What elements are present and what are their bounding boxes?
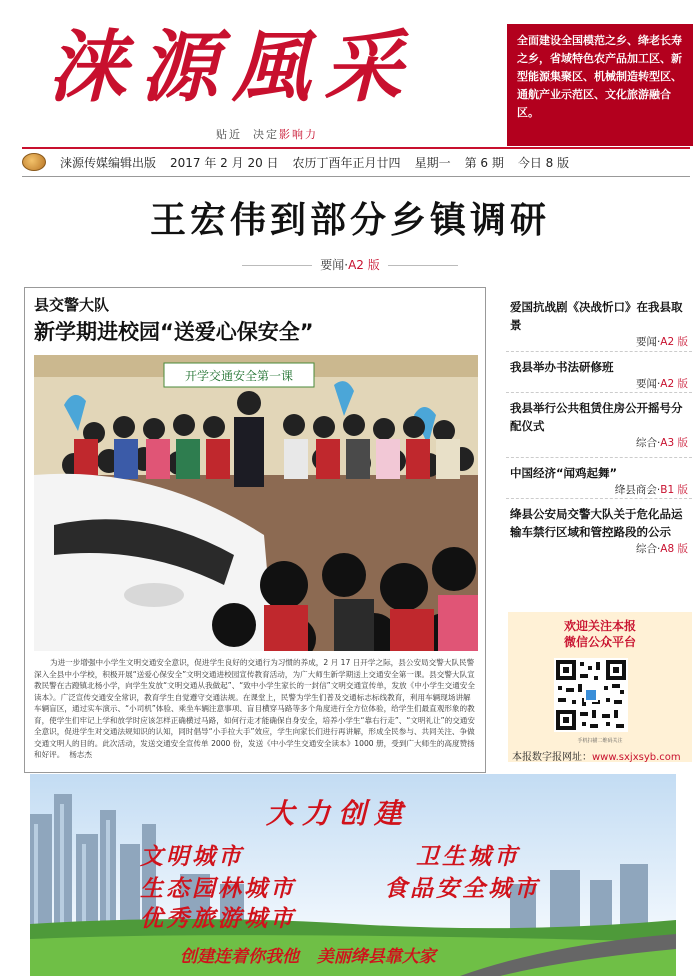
website-label: 本报数字报网址： xyxy=(512,752,592,763)
index-item-ref xyxy=(510,334,688,349)
index-item-title: 我县举行公共租赁住房公开摇号分配仪式 xyxy=(510,401,683,433)
index-ref-page: A3 版 xyxy=(660,437,688,449)
divider-bottom xyxy=(22,176,690,177)
story-title[interactable]: 新学期进校园“送爱心保安全” xyxy=(34,320,314,344)
story-body xyxy=(34,657,478,761)
tagline-box: 全面建设全国模范之乡、绛老长寿之乡，省域特色农产品加工区、新型能源集聚区、机械制造转型区、通航产业示范区、文化旅游融合区。 xyxy=(507,24,693,146)
qr-code[interactable] xyxy=(554,658,628,732)
story-photo xyxy=(34,355,478,651)
index-item-title: 中国经济“闻鸡起舞” xyxy=(510,466,618,480)
index-ref-page: A2 版 xyxy=(660,378,688,390)
website-line[interactable] xyxy=(512,748,681,763)
qr-code-icon xyxy=(554,658,628,732)
civic-banner xyxy=(30,774,676,976)
banner-item-4: 食品安全城市 xyxy=(384,875,540,902)
index-item[interactable] xyxy=(506,458,692,499)
index-ref-label: 综合· xyxy=(635,543,661,555)
qr-title-2: 微信公众平台 xyxy=(563,635,636,649)
website-url[interactable]: www.sxjxsyb.com xyxy=(592,752,681,763)
index-ref-label: 要闻· xyxy=(635,336,661,348)
banner-item-2: 卫生城市 xyxy=(416,843,520,870)
issue-info-bar xyxy=(22,152,690,172)
index-ref-label: 要闻· xyxy=(635,378,661,390)
banner-title: 大力创建 xyxy=(266,797,411,830)
lunar-date: 农历丁酉年正月廿四 xyxy=(292,155,401,170)
index-item-title: 我县举办书法研修班 xyxy=(510,360,614,374)
index-item-title: 绛县公安局交警大队关于危化品运输车禁行区域和管控路段的公示 xyxy=(510,507,683,539)
index-item-ref xyxy=(510,482,688,497)
weekday: 星期一 xyxy=(414,155,451,170)
banner-item-5: 优秀旅游城市 xyxy=(140,905,296,932)
headline-page-ref[interactable] xyxy=(0,256,700,273)
issue-number: 第 6 期 xyxy=(464,155,504,170)
index-item[interactable] xyxy=(506,352,692,393)
publisher-logo-icon xyxy=(22,153,46,171)
slogan-c: 影响力 xyxy=(279,128,318,141)
story-photo-illustration xyxy=(34,355,478,651)
qr-title-1: 欢迎关注本报 xyxy=(563,619,636,633)
index-ref-page: A2 版 xyxy=(660,336,688,348)
index-ref-label: 综合· xyxy=(635,437,661,449)
banner-footer: 创建连着你我他 美丽绛县靠大家 xyxy=(180,947,436,967)
index-item-title: 爱国抗战剧《决战忻口》在我县取景 xyxy=(510,300,683,332)
story-author: 杨志杰 xyxy=(69,750,92,759)
story-kicker: 县交警大队 xyxy=(34,296,110,314)
index-item-ref xyxy=(510,376,688,391)
index-item[interactable] xyxy=(506,499,692,575)
main-headline[interactable]: 王宏伟到部分乡镇调研 xyxy=(149,200,550,241)
slogan-b: 决定 xyxy=(253,128,279,141)
masthead-slogan xyxy=(216,126,318,142)
banner-item-1: 文明城市 xyxy=(140,843,244,870)
banner-item-3: 生态园林城市 xyxy=(140,875,296,902)
index-item[interactable] xyxy=(506,292,692,352)
qr-caption: 手机扫描二维码关注 xyxy=(577,738,623,744)
publisher: 涞源传媒编辑出版 xyxy=(60,155,157,170)
sidebar-index xyxy=(506,292,692,575)
wechat-qr-panel xyxy=(508,612,692,762)
headline-ref-page: A2 版 xyxy=(348,258,380,272)
slogan-a: 贴近 xyxy=(216,128,242,141)
index-item-ref xyxy=(510,541,688,556)
index-item-ref xyxy=(510,435,688,450)
headline-ref-label: 要闻· xyxy=(320,258,349,272)
photo-sign-text: 开学交通安全第一课 xyxy=(184,369,294,383)
divider-top xyxy=(22,147,690,149)
page-count: 今日 8 版 xyxy=(517,155,570,170)
story-body-text: 为进一步增强中小学生文明交通安全意识，促进学生良好的交通行为习惯的养成，2 月 17 日开学之际，县公安局交警大队民警深入全县中小学校，积极开展“送爱心保安全”文明交通进校园宣传教育活动，为广大师生新学期送上交通安全第一课。县交警大队宣教民警在古蹬镇北杨小学，向学生发放“文明交通从我做起”、“致中小学生家长的一封信”文明交通宣传单，发放《中小学生交通安全读本》。广泛宣传交通安全常识，教育学生自觉遵守交通法规。在课堂上，民警为学生们普及交通标志标线教育，利用车辆现场讲解车辆盲区，通过实车演示、“小司机”体验、乘坐车辆注意事项、盲目横穿马路等多个角度进行全方位体验，给学生们最直观形象的教育，使学生们牢记上学和放学时应该怎样正确横过马路，如何行走才能确保自身安全，培养小学生“靠右行走”、“文明礼让”的交通安全意识，促进学生对交通法规知识的认知，同时倡导“小手拉大手”效应，学生向家长们进行再讲解，形成全民参与、共同关注、争做交通文明人的目的。此次活动，发送交通安全宣传单 2000 份，发送《中小学生交通安全读本》1000 册，受到广大师生的高度赞扬和好评。 xyxy=(34,658,475,759)
issue-date: 2017 年 2 月 20 日 xyxy=(170,155,279,170)
index-ref-page: A8 版 xyxy=(660,543,688,555)
index-item[interactable] xyxy=(506,393,692,458)
index-ref-page: B1 版 xyxy=(660,484,688,496)
masthead-title: 涞源風采 xyxy=(48,22,417,113)
index-ref-label: 绛县商会· xyxy=(614,484,661,496)
